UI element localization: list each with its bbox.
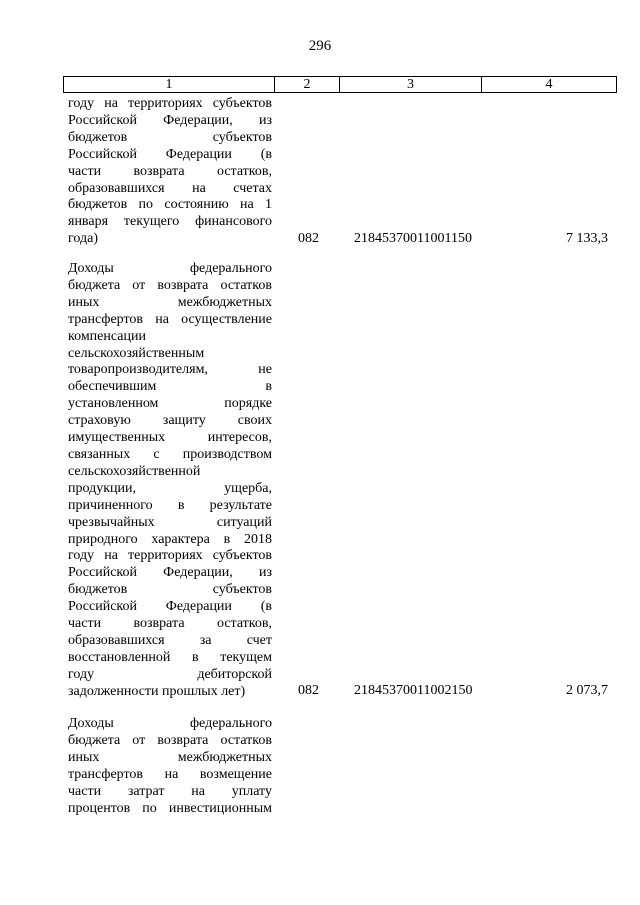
description-line: части возврата остатков, (68, 616, 272, 632)
description-line: Российской Федерации, из (68, 112, 272, 128)
description-line: образовавшихся за счет (68, 632, 272, 648)
page-number: 296 (308, 38, 332, 54)
column-header-2: 2 (275, 77, 340, 93)
description-line: бюджетов по состоянию на 1 (68, 197, 272, 213)
description-line: Доходы федерального (68, 261, 272, 276)
description-line: сельскохозяйственной (68, 463, 201, 479)
description-line: сельскохозяйственным (68, 345, 205, 361)
description-line: компенсации (68, 328, 146, 344)
column-header-4: 4 (482, 77, 617, 93)
description-line: иных межбюджетных (68, 749, 272, 765)
description-line: процентов по инвестиционным (68, 800, 272, 816)
budget-classification-code: 21845370011002150 (354, 683, 473, 698)
description-line: бюджета от возврата остатков (68, 277, 272, 293)
description-line: причиненного в результате (68, 497, 272, 513)
row-description (68, 261, 272, 701)
description-line: трансфертов на осуществление (68, 311, 272, 327)
description-line: бюджетов субъектов (68, 582, 272, 598)
budget-classification-code: 21845370011001150 (354, 231, 472, 246)
column-header-1: 1 (64, 77, 275, 93)
description-line: образовавшихся на счетах (68, 180, 272, 196)
description-line: бюджетов субъектов (68, 129, 272, 145)
description-line: трансфертов на возмещение (68, 766, 272, 782)
description-line: бюджета от возврата остатков (68, 732, 272, 748)
row-description (68, 96, 272, 248)
description-line: Российской Федерации (в (68, 599, 272, 615)
amount: 7 133,3 (566, 231, 608, 246)
row-description (68, 716, 272, 817)
description-line: части возврата остатков, (68, 163, 272, 179)
description-line: продукции, ущерба, (68, 480, 272, 496)
description-line: чрезвычайных ситуаций (68, 514, 272, 530)
admin-code: 082 (298, 683, 319, 698)
description-line: природного характера в 2018 (68, 531, 272, 547)
description-line: Российской Федерации, из (68, 565, 272, 581)
description-line: установленном порядке (68, 396, 272, 412)
description-line: товаропроизводителям, не (68, 362, 272, 378)
description-line: Российской Федерации (в (68, 146, 272, 162)
description-line: страховую защиту своих (68, 413, 272, 429)
description-line: иных межбюджетных (68, 294, 272, 310)
description-line: связанных с производством (68, 446, 272, 462)
admin-code: 082 (298, 231, 319, 246)
description-line: Доходы федерального (68, 716, 272, 731)
description-line: году на территориях субъектов (68, 548, 272, 564)
description-line: задолженности прошлых лет) (68, 683, 246, 699)
description-line: части затрат на уплату (68, 783, 272, 799)
description-line: года) (68, 231, 98, 247)
description-line: году на территориях субъектов (68, 96, 272, 111)
column-header-3: 3 (340, 77, 482, 93)
description-line: году дебиторской (68, 666, 272, 682)
table-header (63, 76, 617, 93)
description-line: обеспечившим в (68, 379, 272, 395)
description-line: января текущего финансового (68, 214, 272, 230)
description-line: имущественных интересов, (68, 430, 272, 446)
amount: 2 073,7 (566, 683, 608, 698)
description-line: восстановленной в текущем (68, 649, 272, 665)
